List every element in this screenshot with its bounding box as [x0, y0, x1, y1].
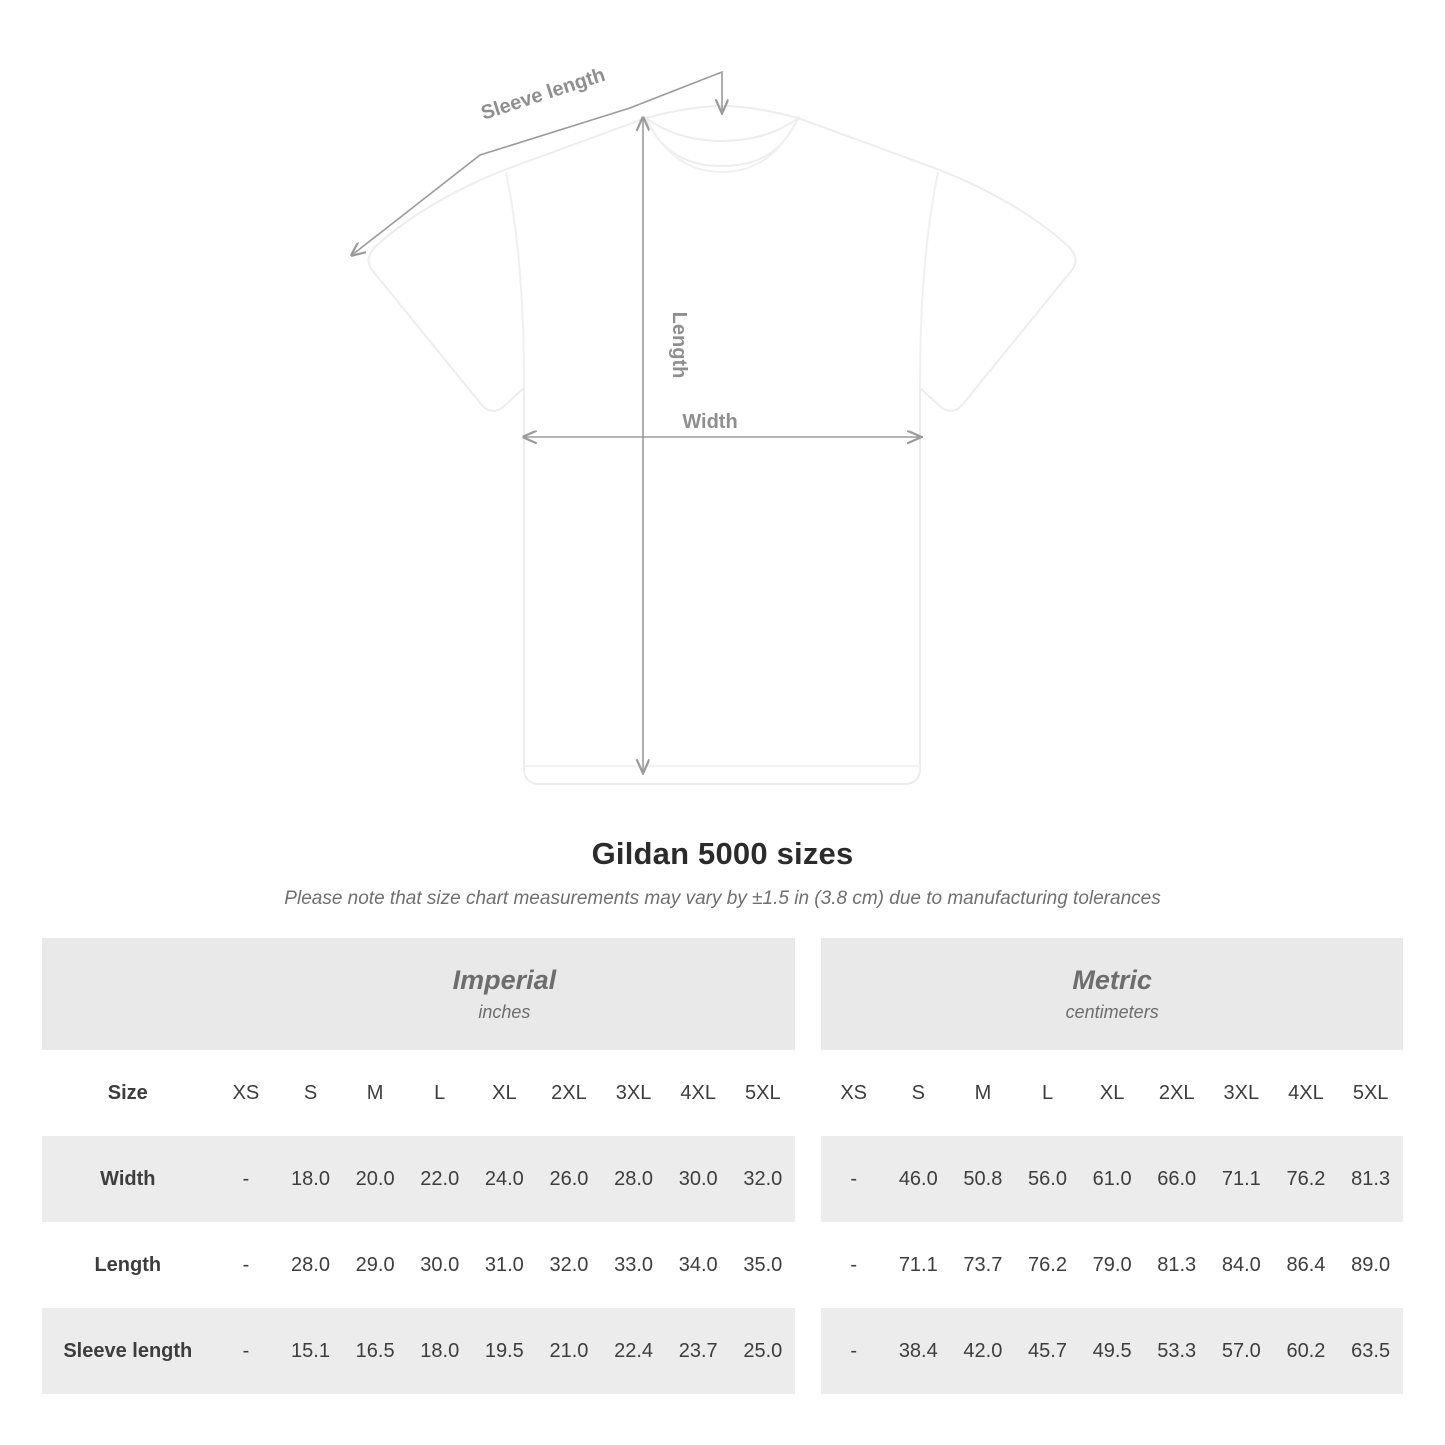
size-header-row: [42, 1050, 1403, 1136]
cell-imperial-m: 16.5: [343, 1308, 408, 1394]
cell-metric-2xl: 81.3: [1157, 1253, 1197, 1276]
cell-imperial-s: 28.0: [291, 1253, 330, 1276]
size-header-imperial-m: M: [343, 1050, 408, 1136]
cell-metric-s: 46.0: [886, 1136, 951, 1222]
size-header-metric-xl: XL: [1080, 1050, 1145, 1136]
size-header-imperial-5xl: 5XL: [730, 1050, 795, 1136]
cell-metric-xl: 61.0: [1080, 1136, 1145, 1222]
length-label: Length: [668, 311, 690, 379]
size-header-imperial-xs: XS: [214, 1050, 279, 1136]
page-title: Gildan 5000 sizes: [591, 836, 854, 871]
row-label-sleeve-length: Sleeve length: [42, 1308, 214, 1394]
row-gap: [795, 1222, 821, 1308]
cell-metric-5xl: 81.3: [1338, 1136, 1403, 1222]
size-header-imperial-l: L: [407, 1050, 472, 1136]
cell-imperial-5xl: 25.0: [730, 1308, 795, 1394]
cell-imperial-m: 29.0: [355, 1253, 395, 1276]
size-header-metric-l: L: [1015, 1050, 1080, 1136]
size-header-imperial-3xl: 3XL: [601, 1050, 666, 1136]
cell-imperial-s: 18.0: [278, 1136, 343, 1222]
cell-metric-4xl: 60.2: [1274, 1308, 1339, 1394]
table-row: [42, 1308, 1403, 1394]
cell-imperial-xs: -: [214, 1308, 279, 1394]
size-header-gap: [795, 1050, 821, 1136]
unit-group-metric-title: Metric: [1072, 964, 1152, 995]
row-gap: [795, 1308, 821, 1394]
cell-imperial-xl: 31.0: [484, 1253, 524, 1276]
cell-imperial-4xl: 23.7: [666, 1308, 731, 1394]
size-header-metric-4xl: 4XL: [1274, 1050, 1339, 1136]
unit-group-imperial-title: Imperial: [452, 964, 557, 995]
cell-imperial-xl: 19.5: [472, 1308, 537, 1394]
cell-metric-m: 50.8: [951, 1136, 1016, 1222]
cell-metric-l: 76.2: [1028, 1253, 1067, 1276]
sleeve-length-label: Sleeve length: [478, 63, 608, 125]
unit-group-imperial: [214, 938, 796, 1050]
cell-imperial-3xl: 33.0: [614, 1253, 654, 1276]
width-label: Width: [682, 411, 738, 433]
cell-metric-xs: -: [821, 1308, 886, 1394]
unit-header-row: [42, 938, 1403, 1050]
row-label-length: Length: [94, 1253, 162, 1276]
size-table: [42, 938, 1403, 1394]
size-header-imperial-s: S: [278, 1050, 343, 1136]
tolerance-note: Please note that size chart measurements may vary by ±1.5 in (3.8 cm) due to manufacturing tolerances: [284, 888, 1161, 909]
cell-imperial-l: 30.0: [420, 1253, 460, 1276]
cell-metric-3xl: 57.0: [1209, 1308, 1274, 1394]
cell-imperial-2xl: 21.0: [537, 1308, 602, 1394]
row-label-width: Width: [42, 1136, 214, 1222]
cell-metric-xl: 79.0: [1092, 1253, 1132, 1276]
table-row: [42, 1222, 1403, 1308]
cell-imperial-3xl: 28.0: [601, 1136, 666, 1222]
cell-metric-l: 45.7: [1015, 1308, 1080, 1394]
size-header-label: Size: [42, 1050, 214, 1136]
cell-metric-xs: -: [821, 1136, 886, 1222]
unit-header-spacer-left: [42, 938, 214, 1050]
size-table-wrap: [42, 938, 1403, 1394]
cell-metric-xs: -: [850, 1253, 858, 1276]
cell-metric-4xl: 76.2: [1274, 1136, 1339, 1222]
cell-imperial-3xl: 22.4: [601, 1308, 666, 1394]
cell-imperial-2xl: 26.0: [537, 1136, 602, 1222]
cell-metric-5xl: 63.5: [1338, 1308, 1403, 1394]
unit-group-metric-subtitle: centimeters: [1065, 1002, 1159, 1023]
cell-metric-4xl: 86.4: [1286, 1253, 1326, 1276]
cell-metric-m: 73.7: [963, 1253, 1003, 1276]
cell-imperial-s: 15.1: [278, 1308, 343, 1394]
cell-imperial-2xl: 32.0: [549, 1253, 589, 1276]
title-block: [0, 836, 1445, 910]
unit-group-metric: [821, 938, 1403, 1050]
size-header-metric-5xl: 5XL: [1338, 1050, 1403, 1136]
size-header-imperial-4xl: 4XL: [666, 1050, 731, 1136]
size-header-metric-xs: XS: [821, 1050, 886, 1136]
cell-imperial-m: 20.0: [343, 1136, 408, 1222]
cell-metric-l: 56.0: [1015, 1136, 1080, 1222]
unit-header-gap: [795, 938, 821, 1050]
cell-imperial-xs: -: [242, 1253, 250, 1276]
size-header-metric-3xl: 3XL: [1209, 1050, 1274, 1136]
cell-metric-m: 42.0: [951, 1308, 1016, 1394]
cell-metric-2xl: 53.3: [1144, 1308, 1209, 1394]
size-header-metric-m: M: [951, 1050, 1016, 1136]
cell-imperial-4xl: 34.0: [678, 1253, 718, 1276]
unit-group-imperial-subtitle: inches: [478, 1002, 531, 1023]
tshirt-shape: [369, 106, 1076, 784]
cell-imperial-l: 22.0: [407, 1136, 472, 1222]
row-gap: [795, 1136, 821, 1222]
table-row: [42, 1136, 1403, 1222]
cell-imperial-4xl: 30.0: [666, 1136, 731, 1222]
size-header-metric-2xl: 2XL: [1144, 1050, 1209, 1136]
cell-metric-xl: 49.5: [1080, 1308, 1145, 1394]
size-header-imperial-xl: XL: [472, 1050, 537, 1136]
cell-imperial-5xl: 32.0: [730, 1136, 795, 1222]
cell-metric-3xl: 71.1: [1209, 1136, 1274, 1222]
cell-imperial-xs: -: [214, 1136, 279, 1222]
cell-imperial-5xl: 35.0: [743, 1253, 783, 1276]
size-header-imperial-2xl: 2XL: [537, 1050, 602, 1136]
cell-metric-2xl: 66.0: [1144, 1136, 1209, 1222]
cell-metric-3xl: 84.0: [1221, 1253, 1261, 1276]
cell-imperial-l: 18.0: [407, 1308, 472, 1394]
cell-metric-s: 38.4: [886, 1308, 951, 1394]
size-header-metric-s: S: [886, 1050, 951, 1136]
cell-metric-5xl: 89.0: [1351, 1253, 1391, 1276]
cell-imperial-xl: 24.0: [472, 1136, 537, 1222]
cell-metric-s: 71.1: [898, 1253, 938, 1276]
